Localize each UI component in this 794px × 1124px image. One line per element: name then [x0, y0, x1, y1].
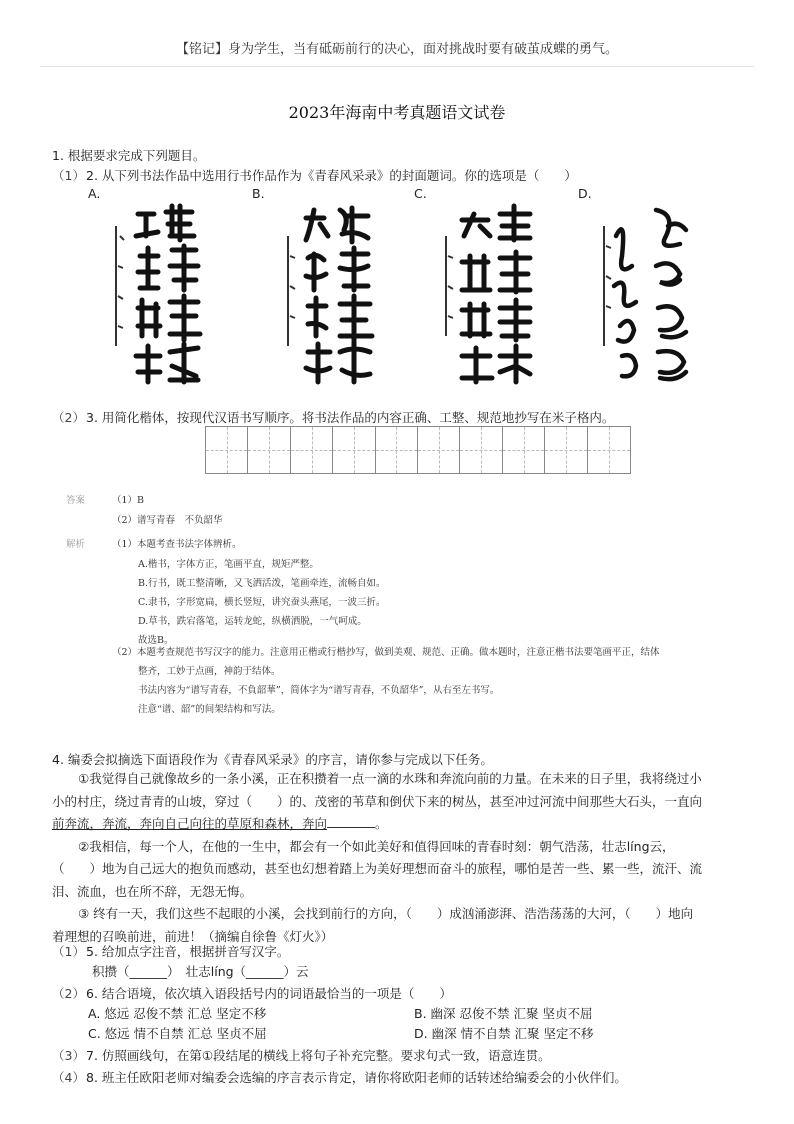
passage-p3-a: ③ 终有一天，我们这些不起眼的小溪，会找到前行的方向，（ ）成汹涌澎湃、浩浩荡荡的大河，（ ）地向 — [78, 906, 694, 921]
q4-sub2-number: （2） — [52, 986, 85, 1001]
calligraphy-d-strokes — [598, 196, 708, 391]
q4-option-d[interactable]: D. 幽深 情不自禁 汇聚 坚定不移 — [414, 1026, 594, 1041]
analysis-line: D.草书，跌宕落笔，运转龙蛇，纵横洒脱，一气呵成。 — [138, 616, 367, 627]
grid-cell[interactable] — [418, 427, 460, 473]
q4-sub4-text: 8. 班主任欧阳老师对编委会选编的序言表示肯定，请你将欧阳老师的话转述给编委会的小伙伴们。 — [86, 1070, 627, 1085]
analysis-line: C.隶书，字形宽扁，横长竖短，讲究蚕头燕尾，一波三折。 — [138, 597, 386, 608]
calligraphy-a-strokes — [108, 196, 218, 391]
q4-sub1 — [52, 942, 289, 960]
q4-option-c[interactable]: C. 悠远 情不自禁 汇总 坚贞不屈 — [88, 1026, 267, 1041]
passage-p2-a: ②我相信，每一个人，在他的一生中，都会有一个如此美好和值得回味的青春时刻：朝气浩荡，壮志líng云， — [78, 838, 675, 854]
grid-cell[interactable] — [248, 427, 290, 473]
passage-p1-a: ①我觉得自己就像故乡的一条小溪，正在积攒着一点一滴的水珠和奔流向前的力量。在未来的日子里，我将绕过小 — [78, 771, 702, 786]
grid-cell[interactable] — [588, 427, 630, 473]
option-a-label[interactable]: A. — [88, 186, 101, 201]
analysis-line: 注意“谱、韶”的间架结构和写法。 — [138, 704, 281, 715]
calligraphy-image-d — [598, 196, 708, 391]
analysis-line: 故选B。 — [138, 635, 174, 646]
header-divider — [40, 66, 754, 67]
option-c-label[interactable]: C. — [414, 186, 427, 201]
analysis-line: 书法内容为“谱写青春，不負韶華”，简体字为“谱写青春，不负韶华”，从右至左书写。 — [138, 685, 500, 696]
q4-sub1-blanks[interactable]: 积攒（______） 壮志líng（______）云 — [92, 964, 309, 979]
grid-cell[interactable] — [206, 427, 248, 473]
analysis-line: （1）本题考查书法字体辨析。 — [112, 539, 242, 550]
q4-sub2 — [52, 984, 452, 1002]
grid-cell[interactable] — [376, 427, 418, 473]
calligraphy-options — [0, 186, 794, 396]
q4-sub1-number: （1） — [52, 944, 85, 959]
answer-line-1: （1）B — [112, 495, 145, 506]
q1-sub1 — [52, 166, 577, 184]
answer-tag: 答案 — [66, 495, 86, 506]
passage-p2-c: 泪、流血，也在所不辞，无怨无悔。 — [52, 883, 253, 899]
passage-p1-c: 前奔流，奔流，奔向自己向往的草原和森林，奔向 — [52, 816, 328, 831]
passage-p3-b: 着理想的召唤前进，前进！（摘编自徐鲁《灯火》） — [52, 928, 334, 944]
q4-sub3-text: 7. 仿照画线句，在第①段结尾的横线上将句子补充完整。要求句式一致，语意连贯。 — [86, 1048, 551, 1063]
motto-banner: 【铭记】身为学生，当有砥砺前行的决心，面对挑战时要有破茧成蝶的勇气。 — [175, 42, 618, 57]
writing-grid[interactable] — [205, 426, 631, 474]
grid-cell[interactable] — [503, 427, 545, 473]
grid-cell[interactable] — [333, 427, 375, 473]
q4-sub2-text: 6. 结合语境，依次填入语段括号内的词语最恰当的一项是（ ） — [86, 986, 452, 1001]
passage-p1-blank[interactable] — [327, 816, 375, 828]
calligraphy-c-strokes — [440, 196, 550, 391]
q4-option-b[interactable]: B. 幽深 忍俊不禁 汇聚 坚贞不屈 — [414, 1006, 593, 1021]
page-title: 2023年海南中考真题语文试卷 — [288, 103, 506, 122]
analysis-line: （2）本题考查规范书写汉字的能力。注意用正楷或行楷抄写，做到美观、规范、正确。做本题时，注意正楷书法要笔画平正，结体 — [112, 647, 660, 658]
calligraphy-image-a — [108, 196, 218, 391]
calligraphy-image-b — [280, 196, 390, 391]
q1-stem: 1. 根据要求完成下列题目。 — [52, 148, 206, 163]
q4-stem: 4. 编委会拟摘选下面语段作为《青春风采录》的序言，请你参与完成以下任务。 — [52, 752, 493, 767]
passage-p1-end: 。 — [375, 816, 388, 831]
analysis-tag: 解析 — [66, 539, 86, 550]
q4-option-a[interactable]: A. 悠远 忍俊不禁 汇总 坚定不移 — [88, 1006, 267, 1021]
q4-sub3-number: （3） — [52, 1048, 85, 1063]
option-b-label[interactable]: B. — [252, 186, 265, 201]
q4-sub4 — [52, 1068, 627, 1086]
q1-sub2 — [52, 408, 614, 426]
grid-cell[interactable] — [460, 427, 502, 473]
q1-sub1-text: 2. 从下列书法作品中选用行书作品作为《青春风采录》的封面题词。你的选项是（ ） — [86, 168, 577, 183]
calligraphy-image-c — [440, 196, 550, 391]
calligraphy-b-strokes — [280, 196, 390, 391]
passage-p2-b: （ ）地为自己远大的抱负而感动，甚至也幻想着踏上为美好理想而奋斗的旅程，哪怕是苦一些、累一些，流汗、流 — [52, 861, 703, 876]
analysis-line: A.楷书，字体方正，笔画平直，规矩严整。 — [138, 559, 319, 570]
grid-cell[interactable] — [545, 427, 587, 473]
analysis-line: 整齐，工妙于点画，神韵于结体。 — [138, 666, 281, 677]
q4-sub3 — [52, 1046, 551, 1064]
passage-p1-b: 小的村庄，绕过青青的山坡，穿过（ ）的、茂密的苇草和倒伏下来的树丛，甚至冲过河流中间那些大石头，一直向 — [52, 793, 703, 809]
grid-cell[interactable] — [291, 427, 333, 473]
option-d-label[interactable]: D. — [578, 186, 592, 201]
q4-passage — [52, 768, 752, 948]
analysis-line: B.行书，既工整清晰，又飞洒活泼，笔画牵连，流畅自如。 — [138, 578, 386, 589]
q4-sub4-number: （4） — [52, 1070, 85, 1085]
q1-sub1-number: （1） — [52, 168, 85, 183]
q1-sub2-text: 3. 用简化楷体，按现代汉语书写顺序。将书法作品的内容正确、工整、规范地抄写在米子格内。 — [86, 410, 615, 425]
q1-sub2-number: （2） — [52, 410, 85, 425]
answer-line-2: （2）谱写青春 不负韶华 — [112, 515, 223, 526]
q4-sub1-text: 5. 给加点字注音，根据拼音写汉字。 — [86, 944, 290, 959]
